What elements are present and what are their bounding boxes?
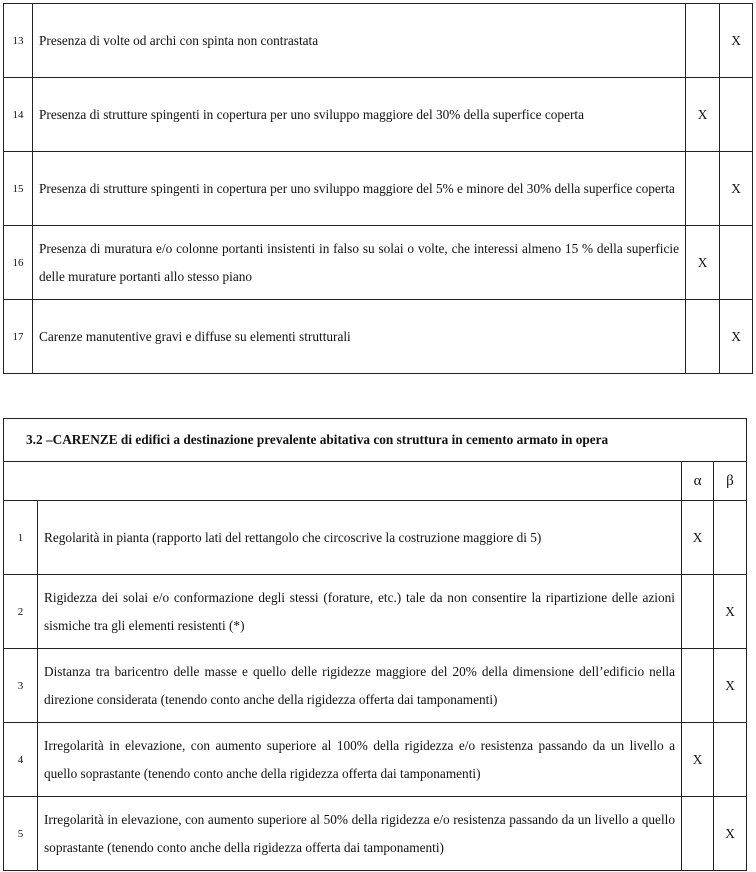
table-structural-deficiencies-concrete bbox=[3, 418, 747, 871]
table-row bbox=[4, 226, 753, 300]
beta-mark bbox=[714, 501, 747, 575]
row-description: Rigidezza dei solai e/o conformazione degli stessi (forature, etc.) tale da non consentire la ripartizione delle azioni sismiche tra gli elementi resistenti (*) bbox=[38, 575, 682, 649]
beta-header: β bbox=[714, 462, 747, 501]
row-number: 4 bbox=[4, 723, 38, 797]
table-row bbox=[4, 797, 747, 871]
table-row bbox=[4, 649, 747, 723]
column-header-row bbox=[4, 462, 747, 501]
row-description: Irregolarità in elevazione, con aumento superiore al 100% della rigidezza e/o resistenza passando da un livello a quello soprastante (tenendo conto anche della rigidezza offerta dai tamponamenti) bbox=[38, 723, 682, 797]
row-description: Irregolarità in elevazione, con aumento superiore al 50% della rigidezza e/o resistenza passando da un livello a quello soprastante (tenendo conto anche della rigidezza offerta dai tamponamenti) bbox=[38, 797, 682, 871]
row-description: Distanza tra baricentro delle masse e quello delle rigidezze maggiore del 20% della dimensione dell’edificio nella direzione considerata (tenendo conto anche della rigidezza offerta dai tamponamenti) bbox=[38, 649, 682, 723]
alpha-mark bbox=[682, 649, 714, 723]
row-number: 15 bbox=[4, 152, 33, 226]
row-number: 5 bbox=[4, 797, 38, 871]
beta-mark bbox=[714, 723, 747, 797]
beta-mark: X bbox=[714, 575, 747, 649]
beta-mark: X bbox=[714, 649, 747, 723]
row-number: 1 bbox=[4, 501, 38, 575]
alpha-mark bbox=[686, 152, 720, 226]
row-number: 13 bbox=[4, 4, 33, 78]
beta-mark: X bbox=[720, 152, 753, 226]
table-row bbox=[4, 152, 753, 226]
beta-mark bbox=[720, 226, 753, 300]
table-row bbox=[4, 723, 747, 797]
alpha-mark: X bbox=[686, 226, 720, 300]
alpha-mark: X bbox=[682, 723, 714, 797]
beta-mark bbox=[720, 78, 753, 152]
section-title: 3.2 –CARENZE di edifici a destinazione prevalente abitativa con struttura in cemento armato in opera bbox=[4, 419, 747, 462]
row-number: 14 bbox=[4, 78, 33, 152]
row-description: Carenze manutentive gravi e diffuse su elementi strutturali bbox=[33, 300, 686, 374]
table-row bbox=[4, 575, 747, 649]
alpha-mark: X bbox=[686, 78, 720, 152]
beta-mark: X bbox=[720, 300, 753, 374]
table-row bbox=[4, 78, 753, 152]
table-header-row bbox=[4, 419, 747, 462]
table-row bbox=[4, 501, 747, 575]
table-structural-deficiencies-masonry bbox=[3, 3, 753, 374]
beta-mark: X bbox=[714, 797, 747, 871]
alpha-mark bbox=[682, 575, 714, 649]
alpha-mark: X bbox=[682, 501, 714, 575]
table-row bbox=[4, 300, 753, 374]
alpha-mark bbox=[682, 797, 714, 871]
alpha-header: α bbox=[682, 462, 714, 501]
row-number: 3 bbox=[4, 649, 38, 723]
row-number: 2 bbox=[4, 575, 38, 649]
row-description: Presenza di strutture spingenti in copertura per uno sviluppo maggiore del 30% della superfice coperta bbox=[33, 78, 686, 152]
table-row bbox=[4, 4, 753, 78]
row-description: Presenza di muratura e/o colonne portanti insistenti in falso su solai o volte, che interessi almeno 15 % della superficie delle murature portanti allo stesso piano bbox=[33, 226, 686, 300]
row-description: Presenza di strutture spingenti in copertura per uno sviluppo maggiore del 5% e minore del 30% della superfice coperta bbox=[33, 152, 686, 226]
row-description: Presenza di volte od archi con spinta non contrastata bbox=[33, 4, 686, 78]
row-number: 16 bbox=[4, 226, 33, 300]
empty-header-cell bbox=[4, 462, 682, 501]
beta-mark: X bbox=[720, 4, 753, 78]
row-description: Regolarità in pianta (rapporto lati del rettangolo che circoscrive la costruzione maggiore di 5) bbox=[38, 501, 682, 575]
row-number: 17 bbox=[4, 300, 33, 374]
alpha-mark bbox=[686, 300, 720, 374]
alpha-mark bbox=[686, 4, 720, 78]
